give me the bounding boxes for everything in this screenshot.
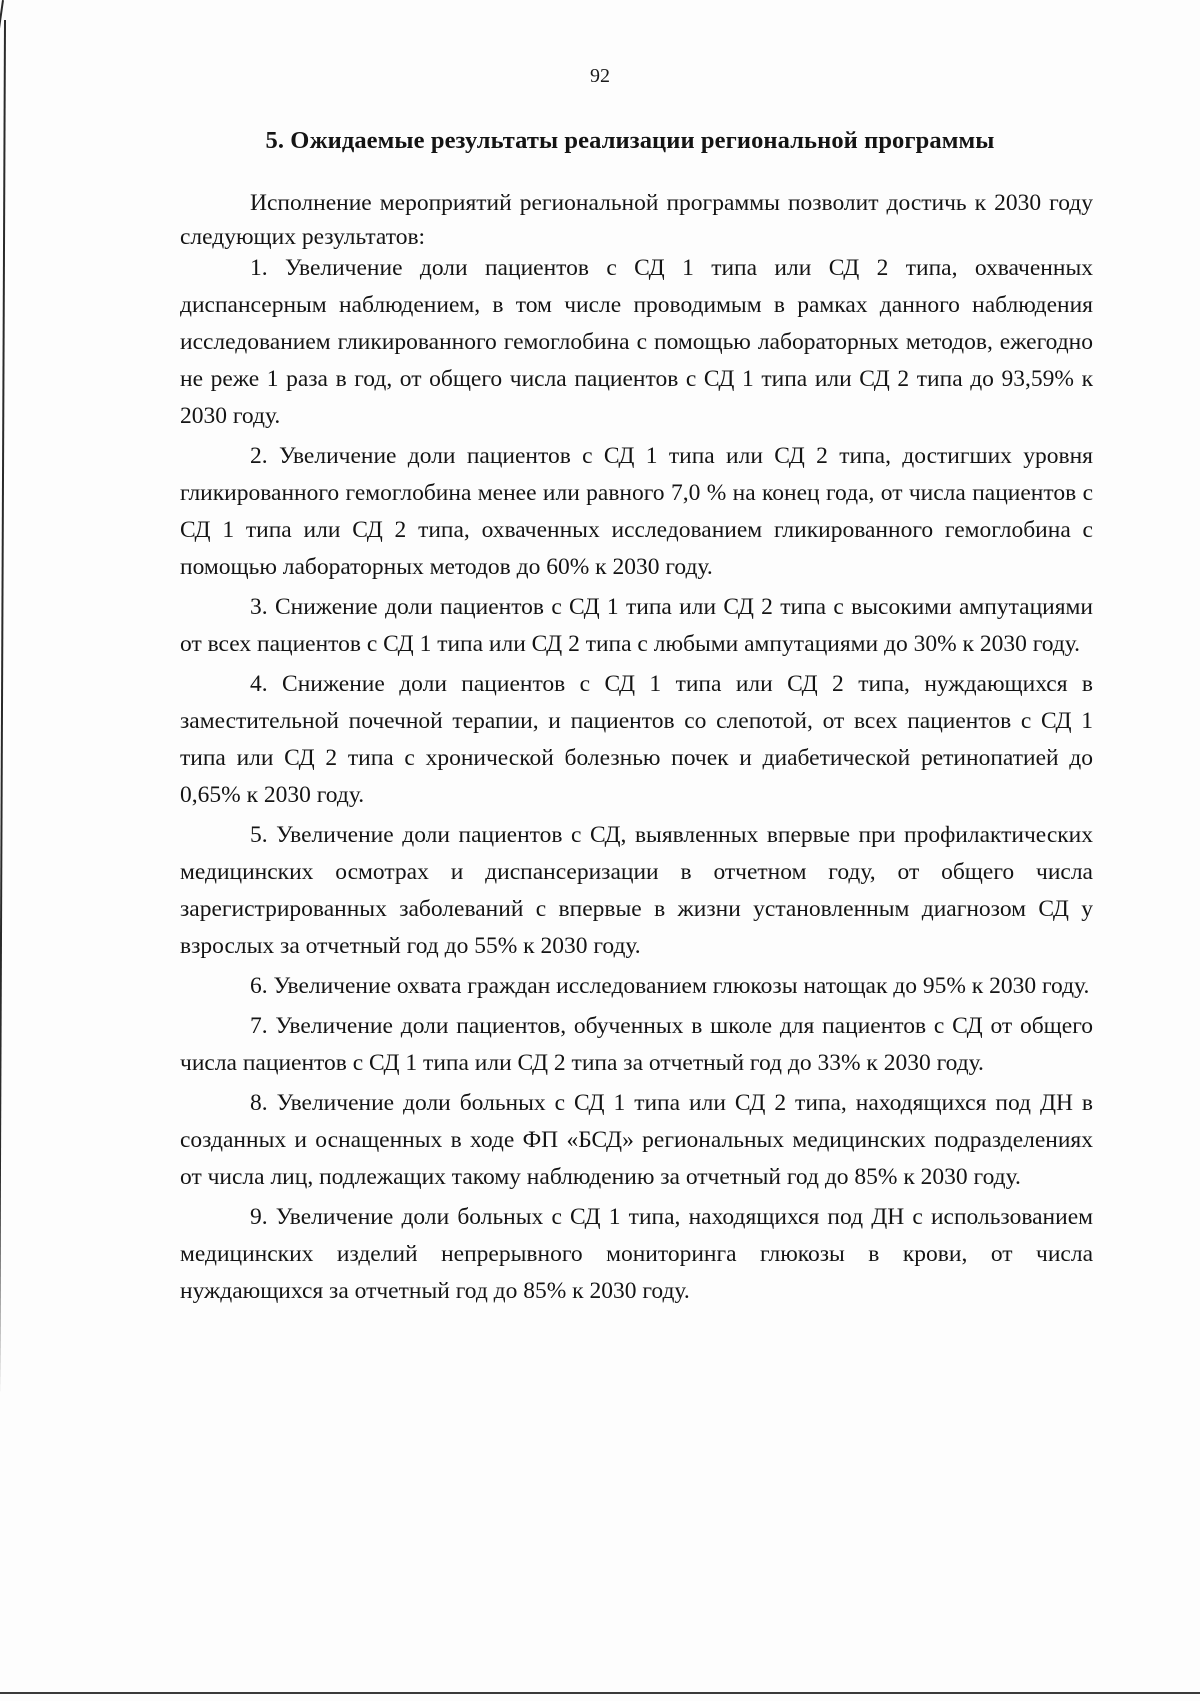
result-item-6: 6. Увеличение охвата граждан исследованием глюкозы натощак до 95% к 2030 году. bbox=[250, 973, 1090, 999]
result-item-1: 1. Увеличение доли пациентов с СД 1 типа или СД 2 типа, охваченных диспансерным наблюдением, в том числе проводимым в рамках данного наблюдения исследованием гликированного гемоглобина с помощью лабораторных методов, ежегодно не реже 1 раза в год, от общего числа пациентов с СД 1 типа или СД 2 типа до 93,59% к 2030 году. bbox=[180, 255, 1093, 429]
scan-edge-left bbox=[0, 20, 6, 1690]
result-item-7: 7. Увеличение доли пациентов, обученных в школе для пациентов с СД от общего числа пациентов с СД 1 типа или СД 2 типа за отчетный год до 33% к 2030 году. bbox=[180, 1013, 1093, 1076]
intro-paragraph: Исполнение мероприятий региональной программы позволит достичь к 2030 году следующих результатов: bbox=[180, 190, 1093, 250]
result-item-5: 5. Увеличение доли пациентов с СД, выявленных впервые при профилактических медицинских осмотрах и диспансеризации в отчетном году, от общего числа зарегистрированных заболеваний с впервые в жизни установленным диагнозом СД у взрослых за отчетный год до 55% к 2030 году. bbox=[180, 822, 1093, 959]
section-body bbox=[180, 186, 1093, 1313]
result-item-3: 3. Снижение доли пациентов с СД 1 типа или СД 2 типа с высокими ампутациями от всех пациентов с СД 1 типа или СД 2 типа с любыми ампутациями до 30% к 2030 году. bbox=[180, 594, 1093, 657]
scan-edge-bottom bbox=[0, 1692, 1200, 1694]
scan-edge-top bbox=[0, 0, 18, 42]
result-item-8: 8. Увеличение доли больных с СД 1 типа или СД 2 типа, находящихся под ДН в созданных и оснащенных в ходе ФП «БСД» региональных медицинских подразделениях от числа лиц, подлежащих такому наблюдению за отчетный год до 85% к 2030 году. bbox=[180, 1090, 1093, 1190]
result-item-2: 2. Увеличение доли пациентов с СД 1 типа или СД 2 типа, достигших уровня гликированного гемоглобина менее или равного 7,0 % на конец года, от числа пациентов с СД 1 типа или СД 2 типа, охваченных исследованием гликированного гемоглобина с помощью лабораторных методов до 60% к 2030 году. bbox=[180, 443, 1093, 580]
result-item-4: 4. Снижение доли пациентов с СД 1 типа или СД 2 типа, нуждающихся в заместительной почечной терапии, и пациентов со слепотой, от всех пациентов с СД 1 типа или СД 2 типа с хронической болезнью почек и диабетической ретинопатией до 0,65% к 2030 году. bbox=[180, 671, 1093, 808]
page-number: 92 bbox=[590, 65, 610, 87]
result-item-9: 9. Увеличение доли больных с СД 1 типа, находящихся под ДН с использованием медицинских изделий непрерывного мониторинга глюкозы в крови, от числа нуждающихся за отчетный год до 85% к 2030 году. bbox=[180, 1204, 1093, 1304]
section-heading: 5. Ожидаемые результаты реализации региональной программы bbox=[265, 127, 995, 154]
